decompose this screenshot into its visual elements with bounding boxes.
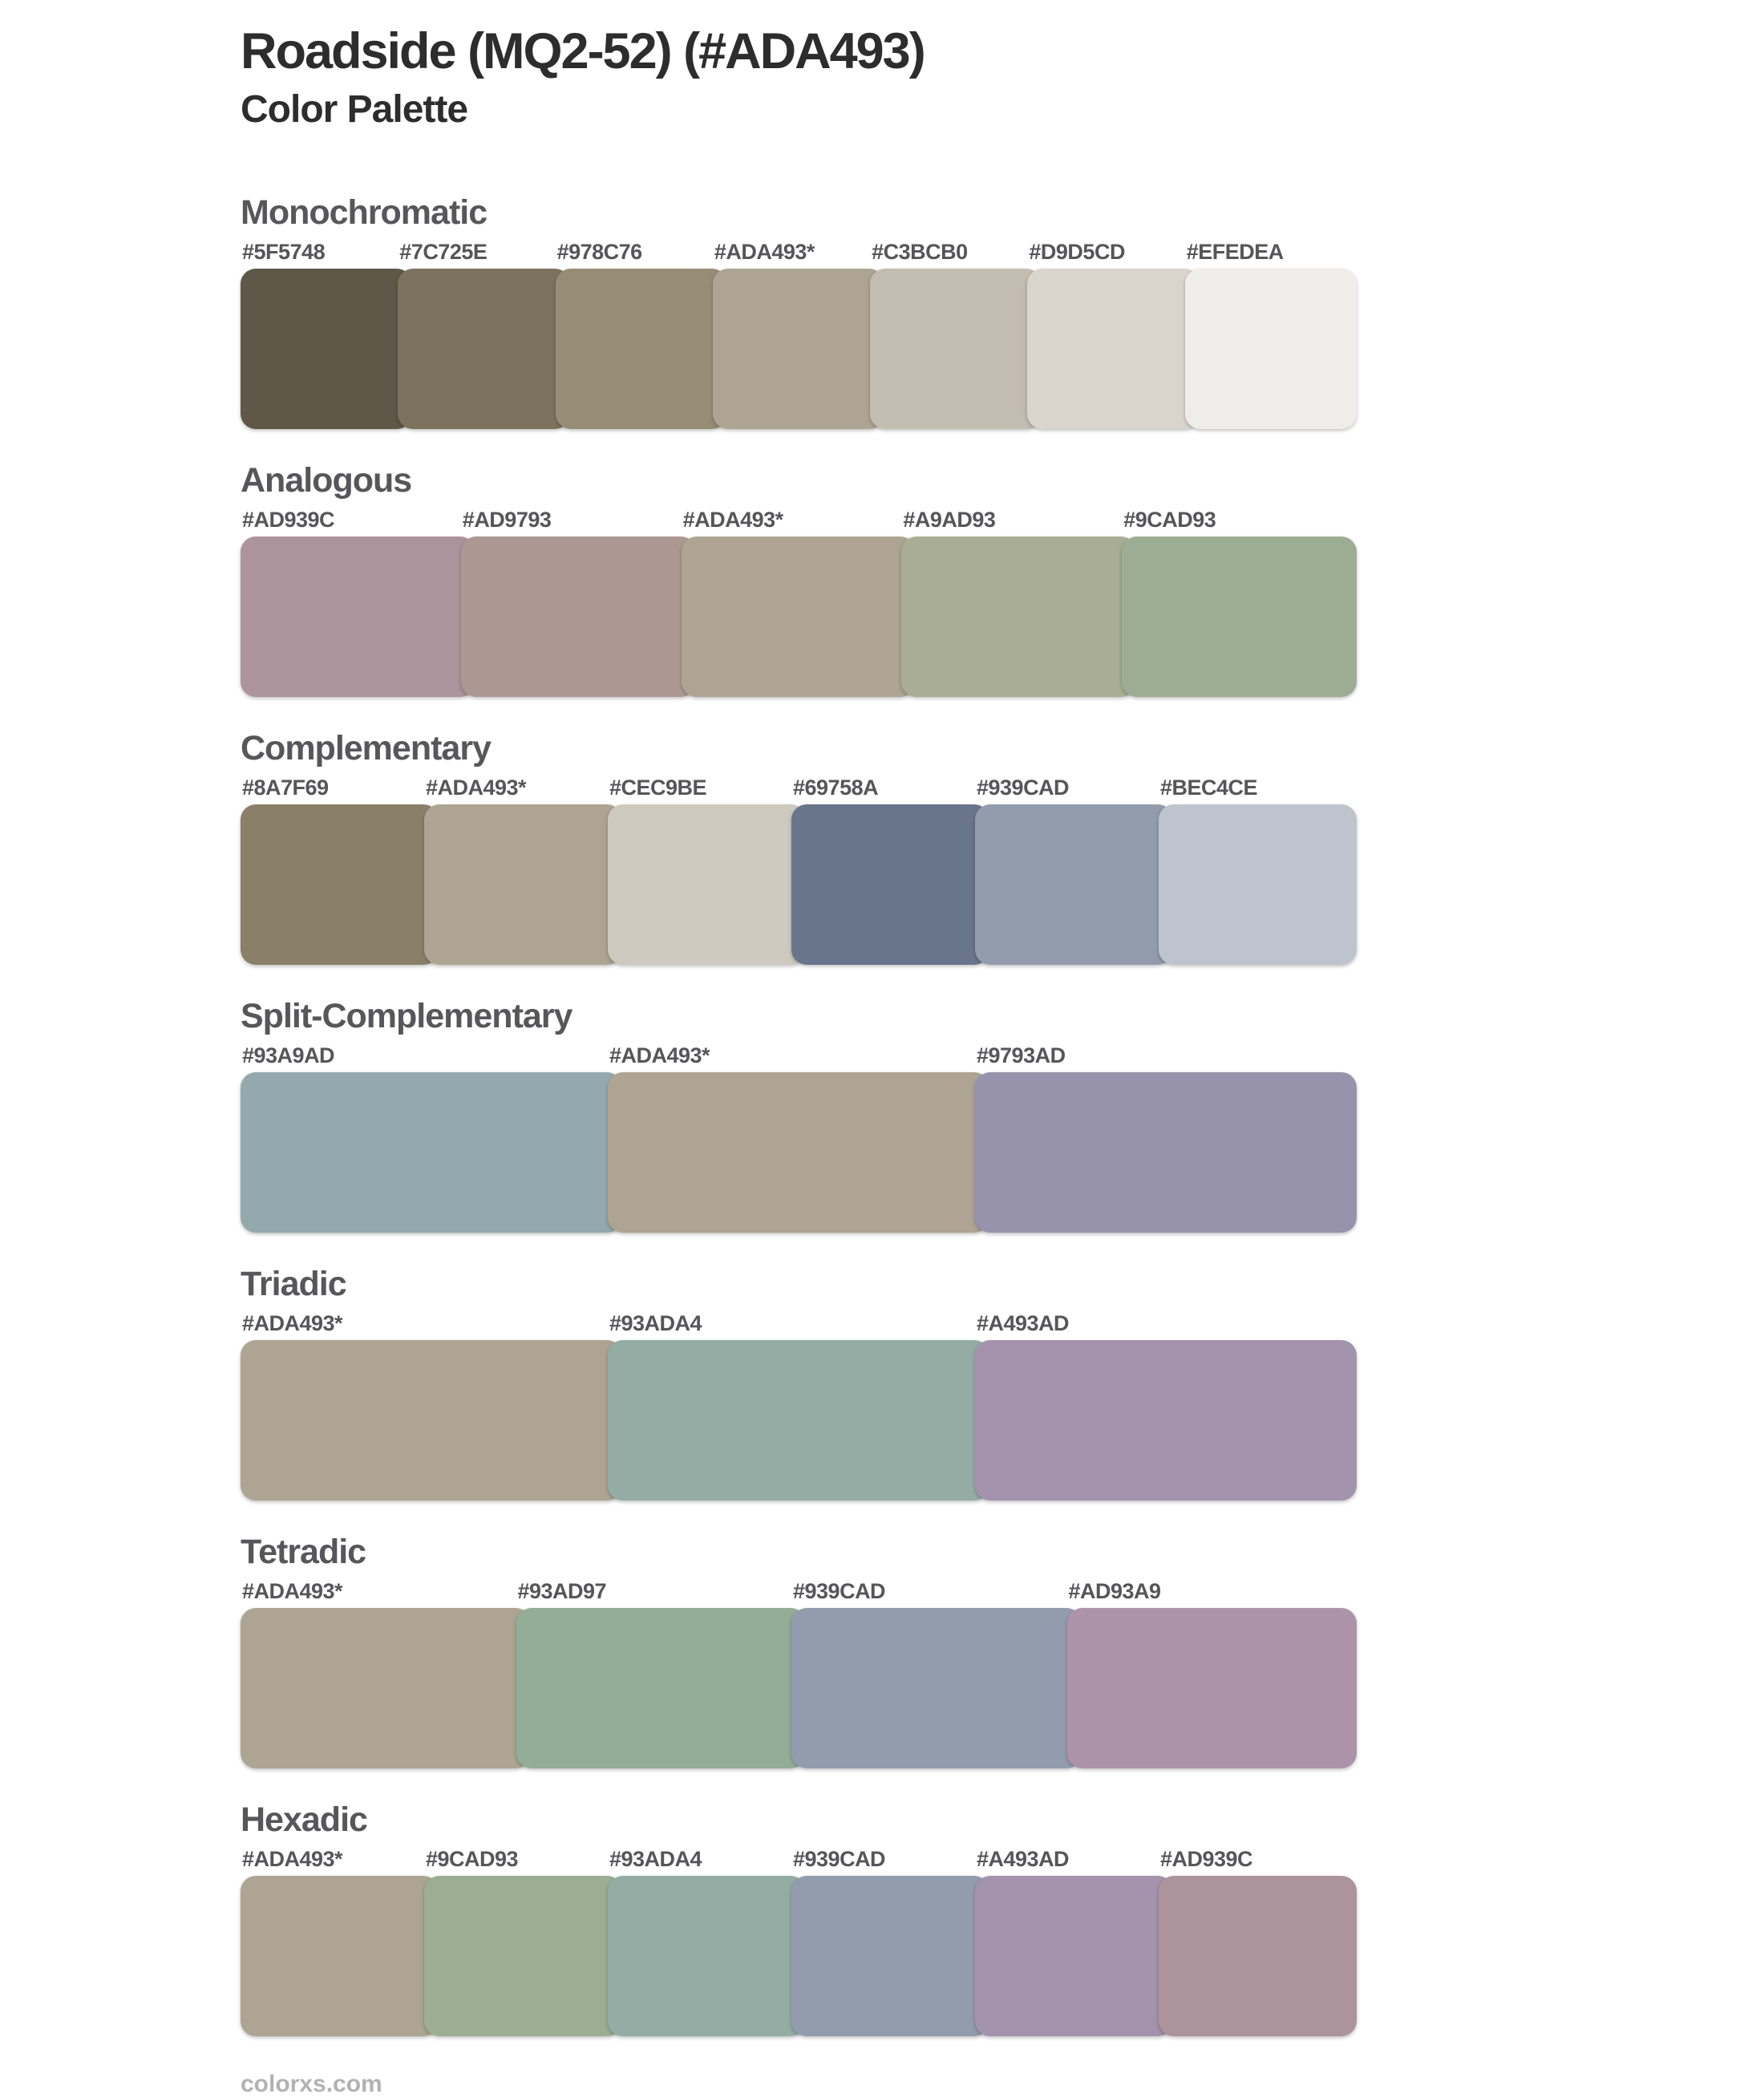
color-cell xyxy=(461,509,696,697)
color-swatch[interactable] xyxy=(713,269,884,429)
color-cell xyxy=(975,1849,1173,2036)
color-cell xyxy=(398,241,569,429)
color-swatch[interactable] xyxy=(608,1340,989,1501)
color-cell xyxy=(1122,509,1357,697)
color-swatch[interactable] xyxy=(901,537,1136,697)
color-cell xyxy=(241,777,439,965)
color-hex-label: #ADA493* xyxy=(609,1043,710,1068)
color-swatch[interactable] xyxy=(424,804,622,965)
color-hex-label: #9CAD93 xyxy=(426,1847,519,1872)
color-cell xyxy=(1027,241,1199,429)
palette-row xyxy=(241,241,1357,429)
color-cell xyxy=(975,1313,1357,1501)
color-hex-label: #ADA493* xyxy=(242,1847,343,1872)
color-cell xyxy=(241,509,475,697)
color-hex-label: #939CAD xyxy=(977,776,1070,800)
color-swatch[interactable] xyxy=(241,537,475,697)
section-title: Monochromatic xyxy=(241,193,488,233)
color-cell xyxy=(791,1849,989,2036)
color-hex-label: #ADA493* xyxy=(714,240,815,265)
color-swatch[interactable] xyxy=(241,1608,531,1768)
color-swatch[interactable] xyxy=(608,1072,989,1233)
color-hex-label: #AD939C xyxy=(242,508,335,533)
color-hex-label: #93ADA4 xyxy=(609,1311,702,1336)
color-swatch[interactable] xyxy=(241,269,412,429)
color-cell xyxy=(516,1581,807,1768)
section-title: Analogous xyxy=(241,461,412,500)
page-subtitle: Color Palette xyxy=(241,88,468,132)
color-hex-label: #CEC9BE xyxy=(609,776,707,800)
color-hex-label: #5F5748 xyxy=(242,240,326,265)
color-cell xyxy=(424,1849,622,2036)
color-hex-label: #BEC4CE xyxy=(1160,776,1258,800)
section-title: Hexadic xyxy=(241,1800,367,1840)
color-hex-label: #AD9793 xyxy=(462,508,552,533)
color-cell xyxy=(608,1849,806,2036)
color-hex-label: #ADA493* xyxy=(242,1311,343,1336)
color-swatch[interactable] xyxy=(1122,537,1357,697)
color-swatch[interactable] xyxy=(516,1608,807,1768)
color-hex-label: #9CAD93 xyxy=(1123,508,1216,533)
color-swatch[interactable] xyxy=(1159,804,1357,965)
color-hex-label: #93ADA4 xyxy=(609,1847,702,1872)
color-swatch[interactable] xyxy=(1067,1608,1357,1768)
palette-row xyxy=(241,1581,1357,1768)
color-cell xyxy=(1185,241,1357,429)
palette-row xyxy=(241,1313,1357,1501)
color-cell xyxy=(424,777,622,965)
color-hex-label: #939CAD xyxy=(793,1847,886,1872)
color-swatch[interactable] xyxy=(241,1340,622,1501)
color-cell xyxy=(608,777,806,965)
page-title: Roadside (MQ2-52) (#ADA493) xyxy=(241,23,924,79)
palette-section xyxy=(241,1800,1357,2036)
color-cell xyxy=(241,1045,622,1233)
color-swatch[interactable] xyxy=(975,1072,1357,1233)
color-hex-label: #7C725E xyxy=(399,240,488,265)
palette-row xyxy=(241,1045,1357,1233)
color-hex-label: #8A7F69 xyxy=(242,776,329,800)
palette-section xyxy=(241,999,1357,1233)
color-hex-label: #C3BCB0 xyxy=(872,240,968,265)
color-hex-label: #939CAD xyxy=(793,1579,886,1604)
palette-section xyxy=(241,461,1357,697)
color-hex-label: #ADA493* xyxy=(242,1579,343,1604)
color-swatch[interactable] xyxy=(791,1876,989,2036)
color-swatch[interactable] xyxy=(241,804,439,965)
color-swatch[interactable] xyxy=(556,269,727,429)
color-cell xyxy=(791,777,989,965)
palette-row xyxy=(241,509,1357,697)
color-hex-label: #AD939C xyxy=(1160,1847,1253,1872)
color-cell xyxy=(975,777,1173,965)
palette-section xyxy=(241,1267,1357,1501)
color-swatch[interactable] xyxy=(608,1876,806,2036)
color-hex-label: #ADA493* xyxy=(426,776,527,800)
color-swatch[interactable] xyxy=(975,1876,1173,2036)
color-cell xyxy=(1067,1581,1357,1768)
site-footer-link[interactable]: colorxs.com xyxy=(241,2071,382,2098)
color-swatch[interactable] xyxy=(398,269,569,429)
color-hex-label: #ADA493* xyxy=(682,508,783,533)
color-swatch[interactable] xyxy=(241,1876,439,2036)
color-cell xyxy=(608,1045,989,1233)
color-hex-label: #EFEDEA xyxy=(1186,240,1284,265)
color-hex-label: #A9AD93 xyxy=(903,508,996,533)
color-hex-label: #AD93A9 xyxy=(1068,1579,1161,1604)
color-cell xyxy=(975,1045,1357,1233)
section-title: Tetradic xyxy=(241,1533,366,1572)
palette-section xyxy=(241,1535,1357,1768)
color-hex-label: #93A9AD xyxy=(242,1043,335,1068)
section-title: Complementary xyxy=(241,729,491,768)
color-swatch[interactable] xyxy=(975,804,1173,965)
color-cell xyxy=(1159,777,1357,965)
color-swatch[interactable] xyxy=(424,1876,622,2036)
color-hex-label: #93AD97 xyxy=(517,1579,607,1604)
color-cell xyxy=(241,1313,622,1501)
color-swatch[interactable] xyxy=(461,537,696,697)
color-cell xyxy=(682,509,916,697)
color-swatch[interactable] xyxy=(608,804,806,965)
color-cell xyxy=(556,241,727,429)
color-swatch[interactable] xyxy=(975,1340,1357,1501)
color-hex-label: #69758A xyxy=(793,776,879,800)
color-hex-label: #A493AD xyxy=(977,1847,1070,1872)
color-swatch[interactable] xyxy=(791,1608,1082,1768)
color-hex-label: #D9D5CD xyxy=(1029,240,1125,265)
palette-sections xyxy=(241,193,1357,2036)
color-hex-label: #A493AD xyxy=(977,1311,1070,1336)
color-swatch[interactable] xyxy=(870,269,1042,429)
palette-row xyxy=(241,1849,1357,2036)
color-cell xyxy=(241,1581,531,1768)
color-swatch[interactable] xyxy=(1185,269,1357,429)
color-cell xyxy=(1159,1849,1357,2036)
color-cell xyxy=(791,1581,1082,1768)
palette-section xyxy=(241,731,1357,965)
color-swatch[interactable] xyxy=(791,804,989,965)
color-cell xyxy=(608,1313,989,1501)
color-hex-label: #978C76 xyxy=(556,240,642,265)
color-swatch[interactable] xyxy=(1027,269,1199,429)
color-cell xyxy=(713,241,884,429)
color-hex-label: #9793AD xyxy=(977,1043,1066,1068)
section-title: Split-Complementary xyxy=(241,997,572,1036)
color-swatch[interactable] xyxy=(1159,1876,1357,2036)
color-swatch[interactable] xyxy=(682,537,916,697)
color-cell xyxy=(241,241,412,429)
color-cell xyxy=(241,1849,439,2036)
palette-row xyxy=(241,777,1357,965)
palette-section xyxy=(241,193,1357,429)
section-title: Triadic xyxy=(241,1265,346,1304)
color-cell xyxy=(901,509,1136,697)
color-cell xyxy=(870,241,1042,429)
color-swatch[interactable] xyxy=(241,1072,622,1233)
